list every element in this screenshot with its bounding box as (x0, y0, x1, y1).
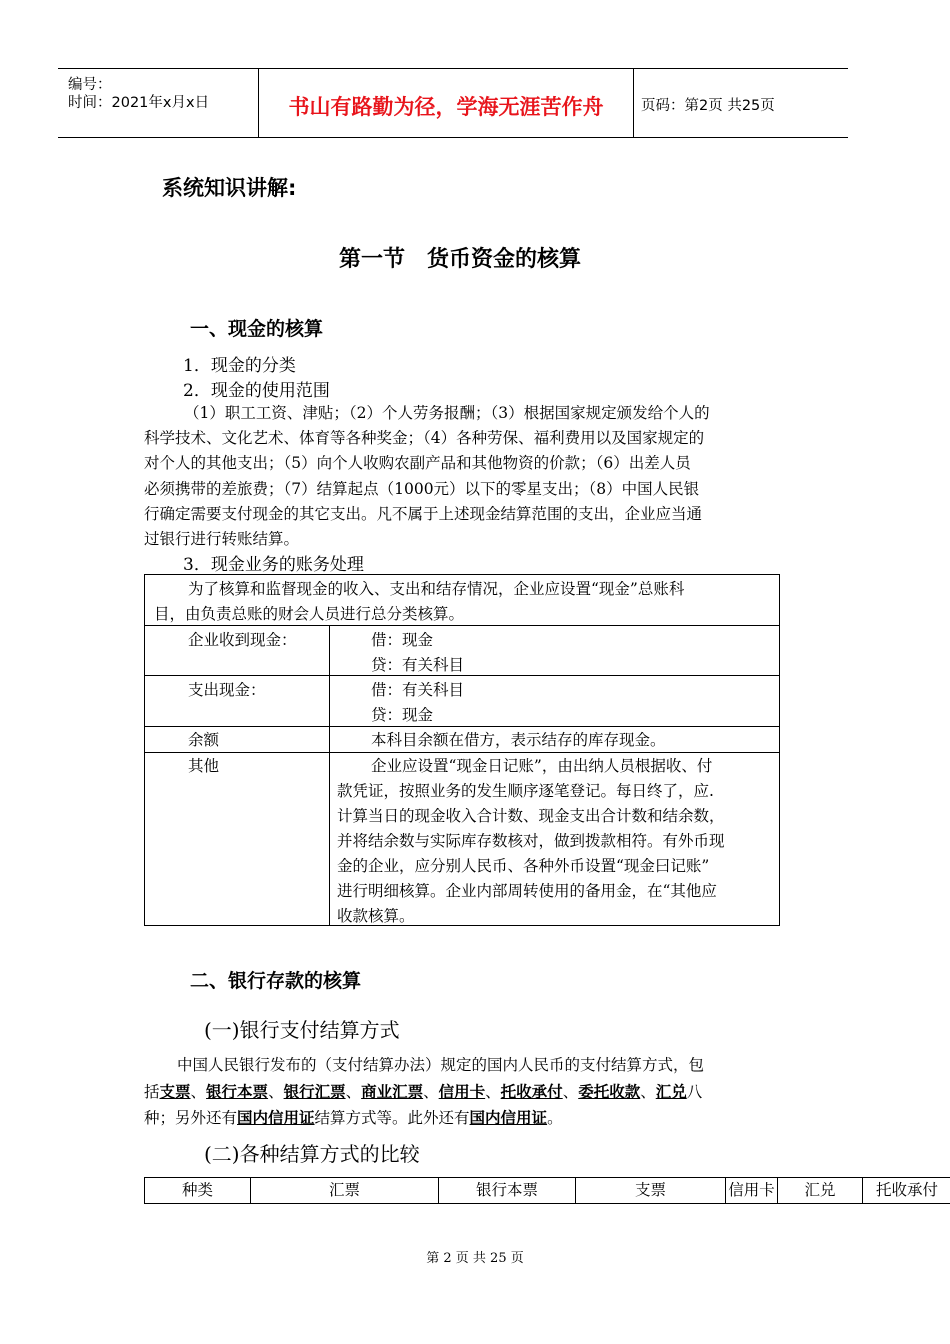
header-info-cell (58, 69, 258, 137)
balance-text: 本科目余额在借方，表示结存的库存现金。 (371, 731, 666, 749)
system-heading: 系统知识讲解: (162, 176, 297, 200)
separator: 、 (640, 1082, 656, 1101)
term-bank-promissory-note: 银行本票 (206, 1081, 269, 1101)
page-header (58, 68, 848, 138)
text-run: 种；另外还有 (144, 1109, 238, 1127)
row-label-cash-paid: 支出现金： (188, 681, 266, 699)
separator: 、 (190, 1082, 207, 1101)
settlement-comparison-table (144, 1177, 950, 1204)
number-label: 编号： (68, 77, 112, 93)
cash-heading: 一、现金的核算 (190, 318, 324, 340)
entry-debit: 借：有关科目 (371, 681, 465, 699)
term-bank-draft: 银行汇票 (283, 1081, 346, 1101)
entry-credit: 贷：现金 (371, 706, 434, 724)
row-label-cash-received: 企业收到现金： (188, 631, 297, 649)
term-collection-acceptance: 托收承付 (500, 1081, 563, 1101)
section-title: 第一节 货币资金的核算 (338, 247, 581, 272)
col-header-bank-note: 银行本票 (439, 1178, 576, 1203)
other-line: 计算当日的现金收入合计数、现金支出合计数和结余数， (337, 807, 725, 825)
paragraph-line: 必须携带的差旅费；（7）结算起点（1000元）以下的零星支出；（8）中国人民银 (144, 479, 700, 498)
header-motto-cell (258, 69, 634, 137)
paragraph-line: （1）职工工资、津贴；（2）个人劳务报酬；（3）根据国家规定颁发给个人的 (184, 404, 710, 422)
text-run: 结算方式等。此外还有 (314, 1109, 470, 1127)
page-footer: 第 2 页 共 25 页 (426, 1251, 524, 1266)
paragraph-line: 行确定需要支付现金的其它支出。凡不属于上述现金结算范围的支出，企业应当通 (144, 504, 703, 523)
list-item-cash-scope: 2．现金的使用范围 (183, 381, 330, 401)
col-header-draft: 汇票 (251, 1178, 439, 1203)
term-remittance: 汇兑 (655, 1081, 687, 1101)
comparison-subheading: (二)各种结算方式的比较 (204, 1142, 420, 1166)
list-item-cash-accounting: 3．现金业务的账务处理 (183, 555, 364, 575)
row-label-balance: 余额 (188, 731, 220, 749)
other-line: 收款核算。 (337, 907, 415, 925)
row-label-other: 其他 (188, 757, 220, 775)
motto-text: 书山有路勤为径，学海无涯苦作舟 (288, 95, 604, 119)
other-line: 并将结余数与实际库存数核对，做到拨款相符。有外币现 (337, 832, 725, 850)
payment-methods-paragraph (144, 1053, 784, 1132)
term-entrusted-collection: 委托收款 (578, 1081, 641, 1101)
other-line: 金的企业，应分别人民币、各种外币设置“现金曰记账” (337, 857, 710, 875)
separator: 、 (345, 1082, 362, 1101)
page-label: 页码：第2页 共25页 (641, 98, 775, 114)
term-domestic-lc: 国内信用证 (237, 1108, 315, 1127)
paragraph-line (144, 1079, 784, 1106)
table-intro-line: 为了核算和监督现金的收入、支出和结存情况，企业应设置“现金”总账科 (188, 580, 685, 598)
paragraph-line: 过银行进行转账结算。 (144, 530, 300, 549)
entry-credit: 贷：有关科目 (371, 656, 465, 674)
separator: 、 (423, 1082, 439, 1101)
bank-deposit-heading: 二、银行存款的核算 (190, 970, 362, 992)
other-line: 款凭证，按照业务的发生顺序逐笔登记。每日终了，应. (337, 782, 714, 800)
paragraph-line: 科学技术、文化艺术、体育等各种奖金；（4）各种劳保、福利费用以及国家规定的 (144, 429, 705, 448)
paragraph-line: 对个人的其他支出；（5）向个人收购农副产品和其他物资的价款；（6）出差人员 (144, 454, 691, 473)
term-domestic-lc: 国内信用证 (469, 1108, 548, 1127)
col-header-collection: 托收承付 (875, 1181, 938, 1199)
text-run: 括 (144, 1082, 160, 1101)
table-intro-line: 目，由负责总账的财会人员进行总分类核算。 (154, 605, 465, 623)
payment-methods-subheading: (一)银行支付结算方式 (204, 1018, 400, 1042)
text-run: 八 (686, 1082, 703, 1101)
paragraph-line: 中国人民银行发布的（支付结算办法）规定的国内人民币的支付结算方式，包 (177, 1056, 705, 1074)
text-run: 。 (547, 1109, 563, 1127)
separator: 、 (268, 1082, 284, 1101)
separator: 、 (562, 1082, 579, 1101)
term-check: 支票 (159, 1081, 191, 1101)
time-label: 时间：2021年x月x日 (68, 95, 210, 111)
paragraph-line (144, 1105, 784, 1132)
header-page-cell (633, 69, 848, 137)
other-line: 企业应设置“现金日记账”，由出纳人员根据收、付 (371, 757, 713, 775)
other-line: 进行明细核算。企业内部周转使用的备用金，在“其他应 (337, 882, 717, 900)
list-item-cash-classification: 1．现金的分类 (183, 356, 296, 376)
cash-accounting-table (144, 574, 780, 926)
term-credit-card: 信用卡 (438, 1081, 486, 1101)
col-header-credit-card: 信用卡 (726, 1178, 778, 1203)
cash-scope-paragraph (144, 401, 768, 552)
col-header-remittance: 汇兑 (778, 1178, 863, 1203)
term-commercial-draft: 商业汇票 (361, 1081, 424, 1101)
col-header-type: 种类 (145, 1178, 251, 1203)
entry-debit: 借：现金 (371, 631, 434, 649)
col-header-check: 支票 (576, 1178, 726, 1203)
separator: 、 (485, 1082, 501, 1101)
